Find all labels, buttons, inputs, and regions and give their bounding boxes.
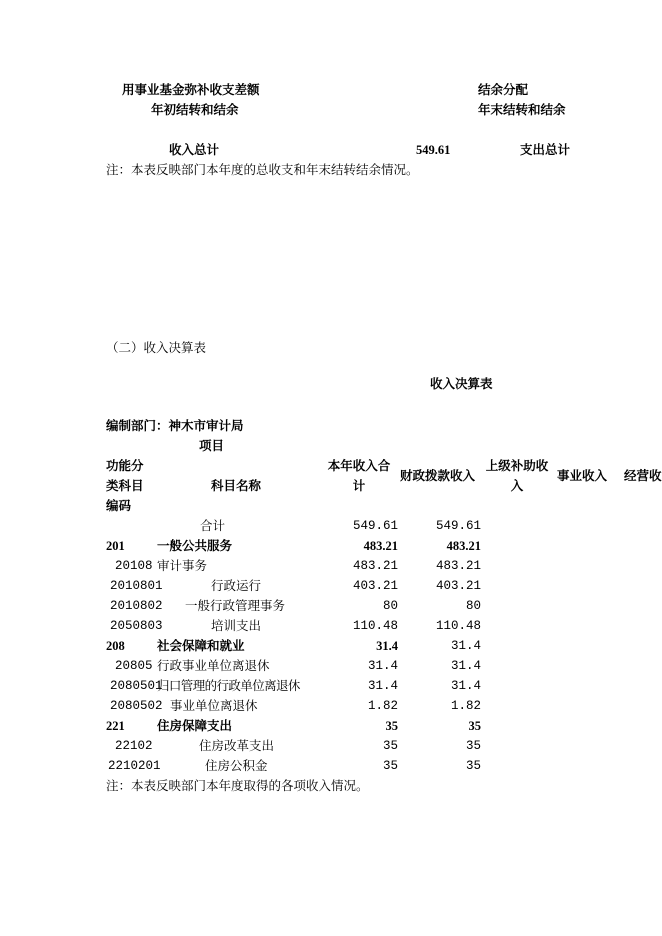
row-name: 行政运行 xyxy=(211,578,262,593)
income-table-note: 注：本表反映部门本年度取得的各项收入情况。 xyxy=(106,778,369,793)
row-fiscal: 549.61 xyxy=(435,519,481,533)
top-row1-left: 用事业基金弥补收支差额 xyxy=(122,82,260,97)
row-name: 事业单位离退休 xyxy=(170,698,258,713)
row-code: 201 xyxy=(106,539,125,553)
row-code: 2210201 xyxy=(108,759,161,773)
row-total: 110.48 xyxy=(352,619,398,633)
row-code: 20805 xyxy=(115,659,153,673)
header-upper-line2: 入 xyxy=(510,478,524,493)
row-total: 403.21 xyxy=(352,579,398,593)
row-code: 2080501 xyxy=(110,679,163,693)
row-fiscal: 31.4 xyxy=(450,659,481,673)
row-fiscal: 31.4 xyxy=(450,639,481,653)
row-code: 2010802 xyxy=(110,599,163,613)
header-upper-line1: 上级补助收 xyxy=(485,458,549,473)
header-business: 事业收入 xyxy=(557,468,608,483)
department-label: 编制部门：神木市审计局 xyxy=(106,418,244,433)
row-fiscal: 35 xyxy=(468,719,481,733)
row-name: 住房改革支出 xyxy=(199,738,275,753)
row-name: 一般公共服务 xyxy=(157,538,233,553)
row-name: 合计 xyxy=(200,518,226,533)
row-name: 社会保障和就业 xyxy=(157,638,245,653)
row-fiscal: 483.21 xyxy=(435,559,481,573)
row-name: 审计事务 xyxy=(157,558,208,573)
row-name: 一般行政管理事务 xyxy=(185,598,286,613)
row-name: 归口管理的行政单位离退休 xyxy=(157,678,300,693)
header-code-line2: 类科目 xyxy=(106,478,144,493)
income-total-label: 收入总计 xyxy=(169,142,220,157)
income-total-value: 549.61 xyxy=(416,143,451,157)
summary-note: 注：本表反映部门本年度的总收支和年末结转结余情况。 xyxy=(106,162,419,177)
row-name: 培训支出 xyxy=(211,618,262,633)
header-name: 科目名称 xyxy=(211,478,262,493)
header-total-line1: 本年收入合 xyxy=(327,458,391,473)
table-title: 收入决算表 xyxy=(430,376,493,391)
row-fiscal: 35 xyxy=(465,739,481,753)
row-code: 22102 xyxy=(115,739,153,753)
row-total: 35 xyxy=(382,759,398,773)
row-fiscal: 403.21 xyxy=(435,579,481,593)
row-total: 31.4 xyxy=(367,679,398,693)
row-total: 35 xyxy=(382,739,398,753)
expense-total-label: 支出总计 xyxy=(520,142,571,157)
row-total: 31.4 xyxy=(376,639,398,653)
row-code: 2010801 xyxy=(110,579,163,593)
top-row2-right: 年末结转和结余 xyxy=(478,102,566,117)
row-fiscal: 1.82 xyxy=(450,699,481,713)
header-item: 项目 xyxy=(199,438,225,453)
row-total: 35 xyxy=(385,719,398,733)
header-code-line1: 功能分 xyxy=(106,458,144,473)
row-total: 80 xyxy=(382,599,398,613)
row-total: 1.82 xyxy=(367,699,398,713)
row-code: 2050803 xyxy=(110,619,163,633)
row-fiscal: 80 xyxy=(465,599,481,613)
header-fiscal: 财政拨款收入 xyxy=(400,468,476,483)
row-code: 2080502 xyxy=(110,699,163,713)
row-name: 行政事业单位离退休 xyxy=(157,658,270,673)
row-name: 住房保障支出 xyxy=(157,718,233,733)
row-name: 住房公积金 xyxy=(205,758,268,773)
row-code: 208 xyxy=(106,639,125,653)
row-code: 221 xyxy=(106,719,125,733)
row-fiscal: 110.48 xyxy=(435,619,481,633)
row-total: 31.4 xyxy=(367,659,398,673)
top-row1-right: 结余分配 xyxy=(478,82,529,97)
header-total-line2: 计 xyxy=(352,478,366,493)
row-total: 483.21 xyxy=(363,539,398,553)
header-operating: 经营收 xyxy=(624,468,662,483)
row-fiscal: 483.21 xyxy=(446,539,481,553)
row-total: 549.61 xyxy=(352,519,398,533)
row-fiscal: 35 xyxy=(465,759,481,773)
section-title: （二）收入决算表 xyxy=(106,340,207,355)
top-row2-left: 年初结转和结余 xyxy=(151,102,239,117)
row-code: 20108 xyxy=(115,559,153,573)
row-total: 483.21 xyxy=(352,559,398,573)
row-fiscal: 31.4 xyxy=(450,679,481,693)
header-code-line3: 编码 xyxy=(106,498,132,513)
